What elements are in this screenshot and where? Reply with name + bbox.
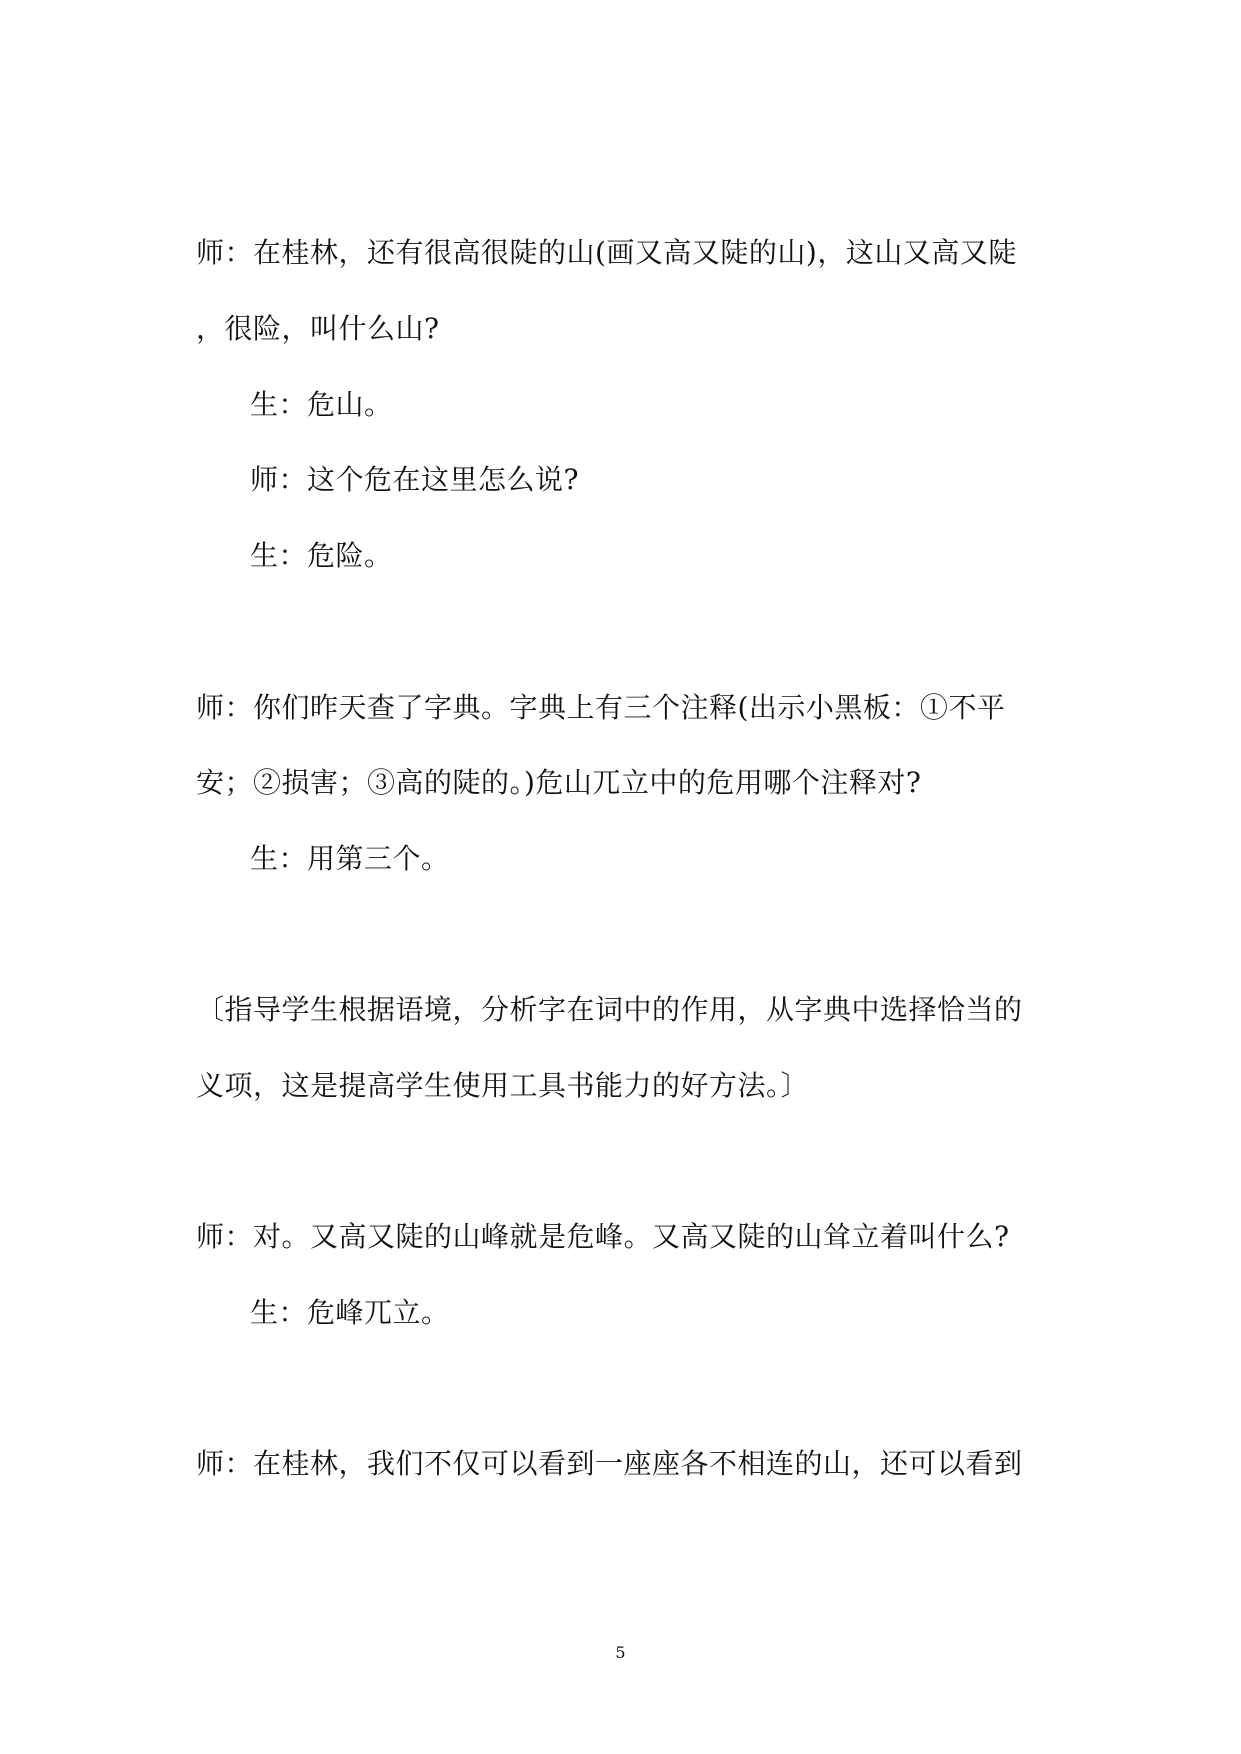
paragraph-line: ，很险，叫什么山? [196, 312, 440, 345]
paragraph-line: 〔指导学生根据语境，分析字在词中的作用，从字典中选择恰当的 [196, 993, 1023, 1026]
paragraph-line: 师：对。又高又陡的山峰就是危峰。又高又陡的山耸立着叫什么? [196, 1220, 1010, 1253]
paragraph-line: 师：在桂林，还有很高很陡的山(画又高又陡的山)，这山又高又陡 [196, 236, 1017, 269]
paragraph-line: 义项，这是提高学生使用工具书能力的好方法。〕 [196, 1069, 810, 1102]
paragraph-line: 生：危峰兀立。 [250, 1296, 450, 1329]
paragraph-line: 师：在桂林，我们不仅可以看到一座座各不相连的山，还可以看到 [196, 1447, 1023, 1480]
paragraph-line: 生：用第三个。 [250, 842, 450, 875]
paragraph-line: 生：危山。 [250, 388, 393, 421]
paragraph-line: 生：危险。 [250, 539, 393, 572]
paragraph-line: 安；②损害；③高的陡的。)危山兀立中的危用哪个注释对? [196, 766, 922, 799]
paragraph-line: 师：这个危在这里怎么说? [250, 463, 580, 496]
paragraph-line: 师：你们昨天查了字典。字典上有三个注释(出示小黑板：①不平 [196, 691, 1006, 724]
page-number: 5 [615, 1643, 626, 1662]
